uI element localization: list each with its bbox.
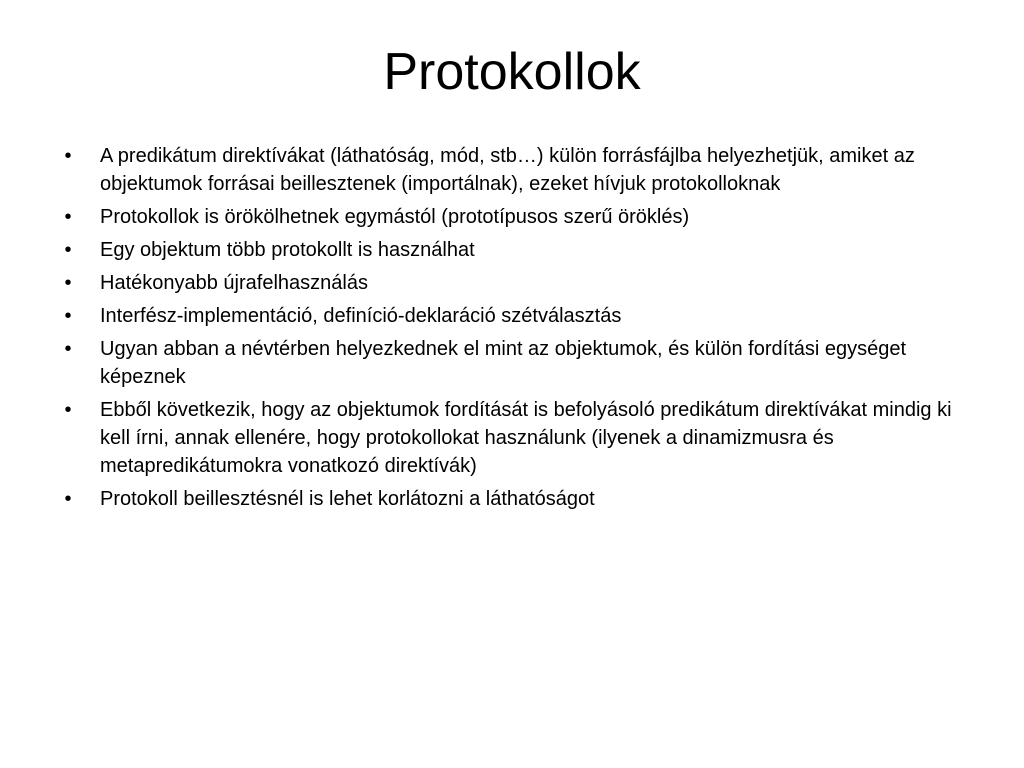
bullet-item <box>58 335 970 391</box>
bullet-dot-icon: • <box>64 206 72 228</box>
bullet-text: Interfész-implementáció, definíció-deklaráció szétválasztás <box>100 305 622 327</box>
bullet-dot-icon: • <box>64 239 72 261</box>
bullet-dot-icon: • <box>64 338 72 360</box>
bullet-item <box>58 396 970 480</box>
slide-title: Protokollok <box>383 43 641 101</box>
bullet-text: Ugyan abban a névtérben helyezkednek el mint az objektumok, és külön fordítási egységet képeznek <box>100 338 907 388</box>
bullet-item <box>58 302 970 330</box>
bullet-item <box>58 269 970 297</box>
bullet-item <box>58 485 970 513</box>
bullet-dot-icon: • <box>64 272 72 294</box>
bullet-text: Ebből következik, hogy az objektumok fordítását is befolyásoló predikátum direktívákat mindig ki kell írni, annak ellenére, hogy protokollokat használunk (ilyenek a dinamizmusra és metapredikátumokra vonatkozó direktívák) <box>100 399 952 477</box>
bullet-text: Protokollok is örökölhetnek egymástól (prototípusos szerű öröklés) <box>100 206 690 228</box>
bullet-dot-icon: • <box>64 399 72 421</box>
bullet-text: A predikátum direktívákat (láthatóság, mód, stb…) külön forrásfájlba helyezhetjük, amiket az objektumok forrásai beillesztenek (importálnak), ezeket hívjuk protokolloknak <box>100 145 915 195</box>
bullet-item <box>58 236 970 264</box>
bullet-dot-icon: • <box>64 305 72 327</box>
bullet-dot-icon: • <box>64 488 72 510</box>
bullet-dot-icon: • <box>64 145 72 167</box>
bullet-text: Protokoll beillesztésnél is lehet korlátozni a láthatóságot <box>100 488 595 510</box>
bullet-item <box>58 203 970 231</box>
bullet-text: Egy objektum több protokollt is használhat <box>100 239 475 261</box>
bullet-item <box>58 142 970 198</box>
bullet-text: Hatékonyabb újrafelhasználás <box>100 272 368 294</box>
bullet-list <box>58 142 970 518</box>
